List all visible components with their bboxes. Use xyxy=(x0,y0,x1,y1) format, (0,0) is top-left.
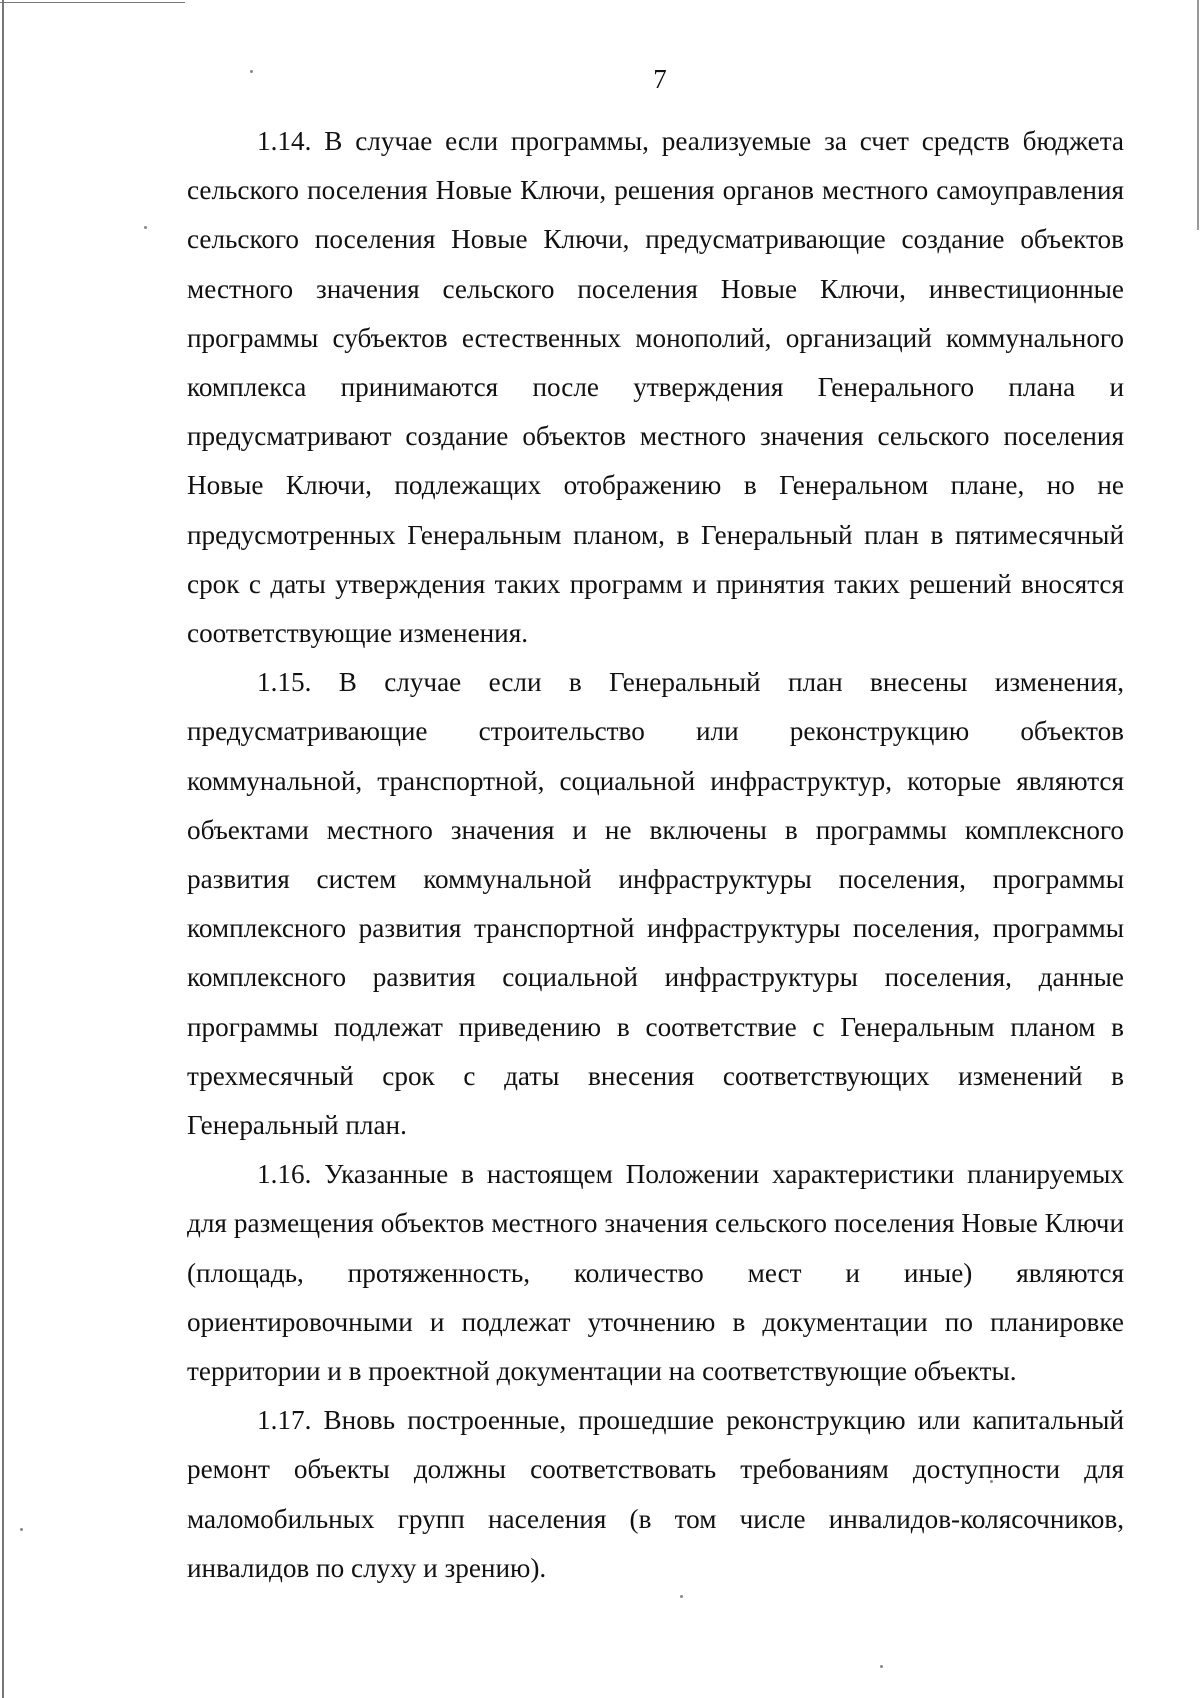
page-number: 7 xyxy=(653,64,667,94)
scan-speck xyxy=(20,1528,23,1531)
body-text xyxy=(187,117,1124,1593)
scan-speck xyxy=(144,226,147,229)
scan-edge-left xyxy=(2,0,4,1698)
paragraph-1-14: 1.14. В случае если программы, реализуемые за счет средств бюджета сельского поселения Новые Ключи, решения органов местного самоуправления сельского поселения Новые Ключи, предусматривающие создание объектов местного значения сельского поселения Новые Ключи, инвестиционные программы субъектов естественных монополий, организаций коммунального комплекса принимаются после утверждения Генерального плана и предусматривают создание объектов местного значения сельского поселения Новые Ключи, подлежащих отображению в Генеральном плане, но не предусмотренных Генеральным планом, в Генеральный план в пятимесячный срок с даты утверждения таких программ и принятия таких решений вносятся соответствующие изменения. xyxy=(187,126,1124,649)
scan-edge-top xyxy=(0,2,185,3)
paragraph-1-16: 1.16. Указанные в настоящем Положении характеристики планируемых для размещения объектов местного значения сельского поселения Новые Ключи (площадь, протяженность, количество мест и иные) являются ориентировочными и подлежат уточнению в документации по планировке территории и в проектной документации на соответствующие объекты. xyxy=(187,1159,1124,1387)
scan-speck xyxy=(680,1595,683,1598)
paragraph-1-15: 1.15. В случае если в Генеральный план внесены изменения, предусматривающие строительство или реконструкцию объектов коммунальной, транспортной, социальной инфраструктур, которые являются объектами местного значения и не включены в программы комплексного развития систем коммунальной инфраструктуры поселения, программы комплексного развития транспортной инфраструктуры поселения, программы комплексного развития социальной инфраструктуры поселения, данные программы подлежат приведению в соответствие с Генеральным планом в трехмесячный срок с даты внесения соответствующих изменений в Генеральный план. xyxy=(187,667,1124,1141)
scan-edge-right xyxy=(1197,0,1199,230)
scan-speck xyxy=(880,1665,883,1668)
paragraph-1-17: 1.17. Вновь построенные, прошедшие реконструкцию или капитальный ремонт объекты должны соответствовать требованиям доступности для маломобильных групп населения (в том числе инвалидов-колясочников, инвалидов по слуху и зрению). xyxy=(187,1405,1124,1583)
